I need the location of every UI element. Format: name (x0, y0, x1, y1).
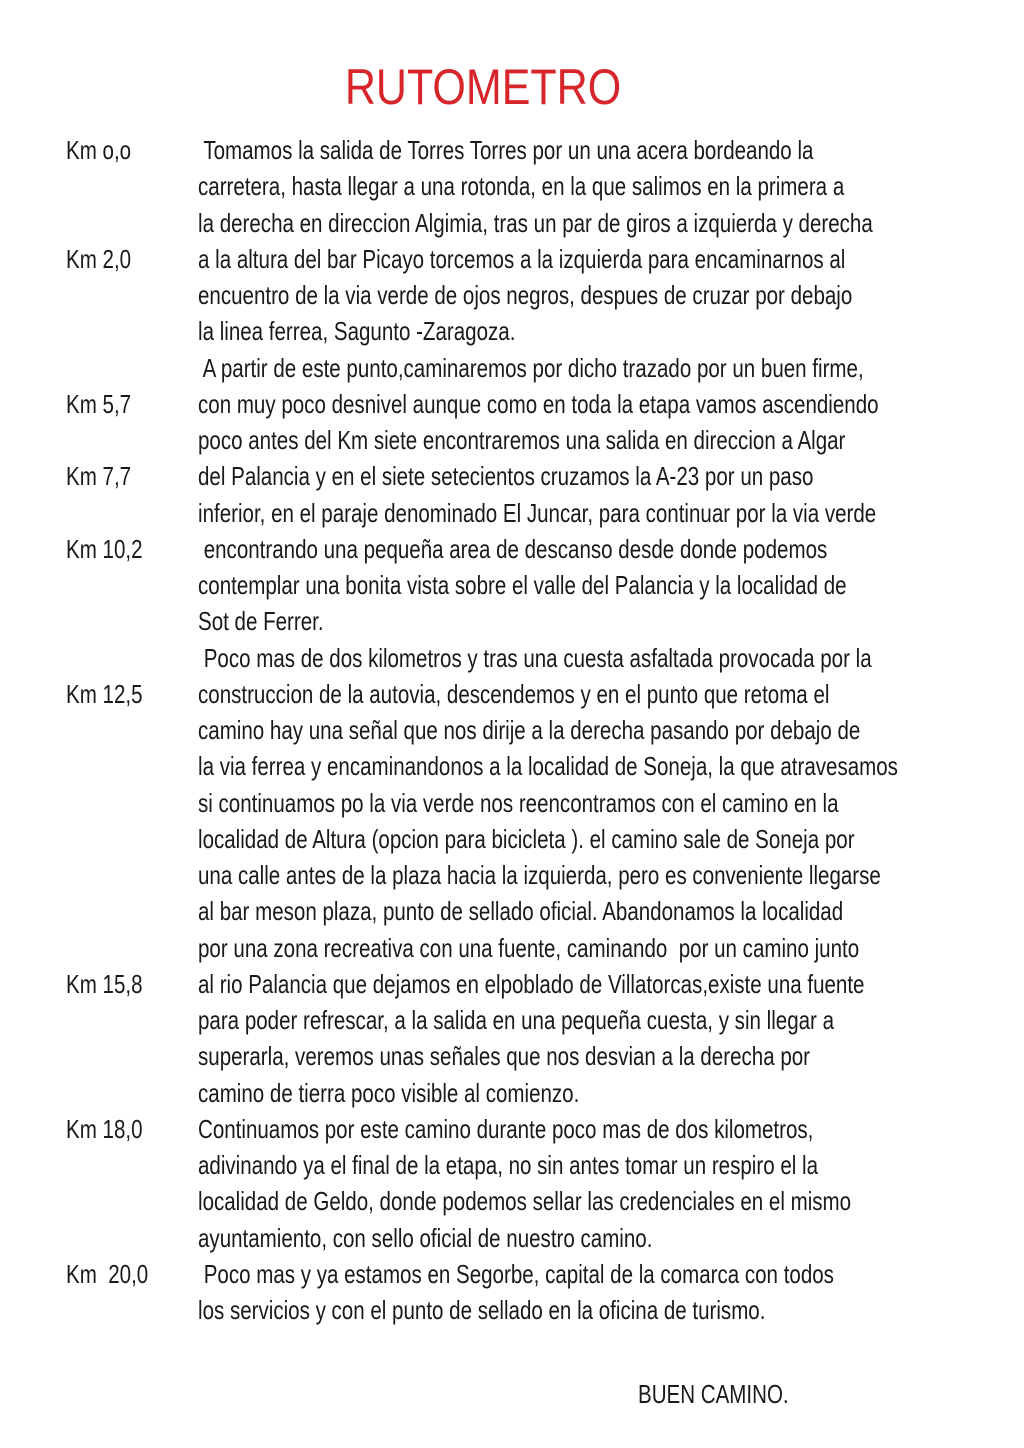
route-line-text: una calle antes de la plaza hacia la izquierda, pero es conveniente llegarse (198, 860, 881, 890)
route-line-text: carretera, hasta llegar a una rotonda, en la que salimos en la primera a (198, 171, 845, 202)
route-line-text: Sot de Ferrer. (198, 606, 324, 637)
route-line-text: con muy poco desnivel aunque como en toda la etapa vamos ascendiendo (198, 388, 879, 419)
km-marker: Km 18,0 (66, 1113, 143, 1144)
route-line-text: encuentro de la via verde de ojos negros, despues de cruzar por debajo (198, 280, 853, 310)
route-line-text: ayuntamiento, con sello oficial de nuestro camino. (198, 1222, 653, 1253)
route-line (66, 821, 1024, 857)
route-line-text: contemplar una bonita vista sobre el valle del Palancia y la localidad de (198, 570, 847, 600)
route-line (66, 495, 1024, 531)
route-line (66, 640, 1024, 676)
route-line (66, 1183, 1024, 1219)
route-line (66, 748, 1024, 784)
route-line (66, 1111, 1024, 1147)
route-line-text: camino hay una señal que nos dirije a la derecha pasando por debajo de (198, 715, 861, 745)
route-line (66, 241, 1024, 277)
route-line-text: al rio Palancia que dejamos en elpoblado de Villatorcas,existe una fuente (198, 968, 865, 999)
route-line-text: por una zona recreativa con una fuente, caminando por un camino junto (198, 932, 860, 963)
km-marker: Km 2,0 (66, 243, 132, 274)
route-line (66, 313, 1024, 349)
route-line-text: inferior, en el paraje denominado El Juncar, para continuar por la via verde (198, 497, 877, 528)
route-line (66, 132, 1024, 168)
km-marker: Km 7,7 (66, 461, 132, 492)
route-line-text: Tomamos la salida de Torres Torres por un una acera bordeando la (198, 135, 814, 165)
page-title: RUTOMETRO (344, 59, 622, 115)
km-marker: Km 5,7 (66, 388, 132, 419)
route-line-text: camino de tierra poco visible al comienzo. (198, 1077, 580, 1108)
route-line (66, 205, 1024, 241)
route-line-text: localidad de Altura (opcion para bicicleta ). el camino sale de Soneja por (198, 823, 855, 854)
route-line (66, 1075, 1024, 1111)
km-marker: Km 15,8 (66, 968, 143, 999)
route-line (66, 350, 1024, 386)
route-line (66, 1147, 1024, 1183)
km-marker: Km 12,5 (66, 678, 143, 709)
route-line-text: adivinando ya el final de la etapa, no sin antes tomar un respiro el la (198, 1150, 819, 1180)
route-line-text: la derecha en direccion Algimia, tras un par de giros a izquierda y derecha (198, 207, 873, 238)
route-line-text: los servicios y con el punto de sellado en la oficina de turismo. (198, 1295, 766, 1325)
route-line (66, 676, 1024, 712)
route-line-text: construccion de la autovia, descendemos y en el punto que retoma el (198, 678, 830, 709)
route-line (66, 1002, 1024, 1038)
route-line (66, 930, 1024, 966)
route-line (66, 893, 1024, 929)
route-line-text: si continuamos po la via verde nos reencontramos con el camino en la (198, 787, 839, 818)
route-line (66, 567, 1024, 603)
route-line (66, 785, 1024, 821)
route-line (66, 603, 1024, 639)
route-line-text: A partir de este punto,caminaremos por dicho trazado por un buen firme, (198, 352, 864, 383)
route-line (66, 966, 1024, 1002)
km-marker: Km o,o (66, 135, 132, 165)
route-line (66, 1038, 1024, 1074)
route-line (66, 422, 1024, 458)
route-line-text: Continuamos por este camino durante poco mas de dos kilometros, (198, 1113, 814, 1144)
route-line (66, 277, 1024, 313)
route-line-text: poco antes del Km siete encontraremos una salida en direccion a Algar (198, 425, 846, 455)
route-line-text: encontrando una pequeña area de descanso desde donde podemos (198, 533, 828, 564)
km-marker: Km 10,2 (66, 533, 143, 564)
route-line (66, 1220, 1024, 1256)
route-line-text: superarla, veremos unas señales que nos desvian a la derecha por (198, 1041, 811, 1072)
closing-text: BUEN CAMINO. (638, 1379, 789, 1409)
route-text-body (66, 132, 1024, 1328)
route-line (66, 1256, 1024, 1292)
route-line-text: a la altura del bar Picayo torcemos a la izquierda para encaminarnos al (198, 243, 846, 274)
route-line (66, 857, 1024, 893)
route-line-text: Poco mas y ya estamos en Segorbe, capital de la comarca con todos (198, 1258, 834, 1289)
route-line-text: la linea ferrea, Sagunto -Zaragoza. (198, 316, 516, 347)
route-line (66, 531, 1024, 567)
route-line (66, 458, 1024, 494)
route-line-text: del Palancia y en el siete setecientos cruzamos la A-23 por un paso (198, 461, 814, 492)
route-line (66, 386, 1024, 422)
km-marker: Km 20,0 (66, 1258, 149, 1289)
route-line-text: la via ferrea y encaminandonos a la localidad de Soneja, la que atravesamos (198, 751, 898, 782)
route-line-text: al bar meson plaza, punto de sellado oficial. Abandonamos la localidad (198, 896, 844, 927)
route-line (66, 1292, 1024, 1328)
route-line (66, 712, 1024, 748)
route-line-text: Poco mas de dos kilometros y tras una cuesta asfaltada provocada por la (198, 642, 872, 673)
route-line-text: localidad de Geldo, donde podemos sellar las credenciales en el mismo (198, 1186, 852, 1217)
route-line (66, 168, 1024, 204)
route-line-text: para poder refrescar, a la salida en una pequeña cuesta, y sin llegar a (198, 1005, 835, 1035)
